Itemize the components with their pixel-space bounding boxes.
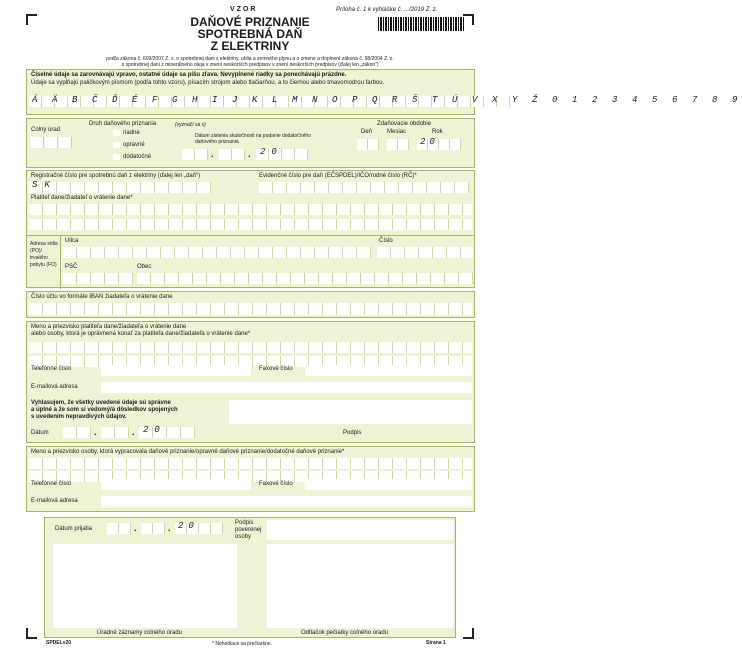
preparer-fax-label: Faxové číslo xyxy=(259,481,293,487)
receipt-date-day[interactable] xyxy=(107,523,131,534)
address-label: Adresa sídla (PO)/ trvalého pobytu (FO) xyxy=(30,241,58,268)
fax-input[interactable] xyxy=(305,365,472,376)
date-separator: . xyxy=(132,427,135,437)
phone-label: Telefónne číslo xyxy=(31,366,72,372)
email-label: E-mailová adresa xyxy=(31,384,78,390)
customs-office-input-1[interactable] xyxy=(31,137,44,148)
zip-label: PSČ xyxy=(65,264,78,270)
payer-name-input-2[interactable] xyxy=(29,219,472,230)
stamp-label: Odtlačok pečiatky colného úradu xyxy=(301,630,389,636)
signature-label: Podpis xyxy=(343,430,362,436)
payer-section xyxy=(26,170,475,288)
preparer-phone-input[interactable] xyxy=(101,479,251,490)
title-line-1: DAŇOVÉ PRIZNANIE xyxy=(190,15,310,29)
customs-office-label: Colný úrad xyxy=(31,127,61,133)
iban-section xyxy=(26,291,475,318)
footnote: * Nehodiace sa prečiarkne. xyxy=(212,641,273,647)
divider xyxy=(27,235,474,236)
person-name-label-1: Meno a priezvisko platiteľa dane/žiadateľa o vrátenie dane xyxy=(31,324,187,330)
title-line-2: SPOTREBNÁ DAŇ xyxy=(197,27,303,41)
sample-handwriting: Á Ä B Č Ď É F G H I J K L M N O P Q R Š T Ú V X Y Ž 0 1 2 3 4 5 6 7 8 9 xyxy=(32,95,742,105)
registration-number-label: Registračné číslo pre spotrebnú daň z elektriny (ďalej len „daň“) xyxy=(31,173,201,179)
stamp-area[interactable] xyxy=(267,544,453,628)
declaration-date-month[interactable] xyxy=(101,427,129,438)
regular-checkbox[interactable] xyxy=(113,130,120,136)
period-month-input[interactable] xyxy=(387,139,409,150)
instructions-line-1: Číselné údaje sa zarovnávajú vpravo, ostatné údaje sa píšu zľava. Nevyplnené riadky sa ponechávajú prázdne. xyxy=(31,72,347,78)
zip-input[interactable] xyxy=(63,273,133,284)
date-separator: . xyxy=(134,523,137,533)
street-label: Ulica xyxy=(65,238,79,244)
corner-mark-top-right xyxy=(463,14,474,25)
number-label: Číslo xyxy=(379,238,393,244)
discovery-year-prefix: 20 xyxy=(260,147,283,157)
preparer-email-input[interactable] xyxy=(101,496,472,507)
return-type-label: Druh daňového priznania xyxy=(89,121,157,127)
receipt-date-label: Dátum prijatia xyxy=(55,526,93,532)
declaration-date-day[interactable] xyxy=(63,427,91,438)
annex-label: Príloha č. 1 k vyhláške č. .../2019 Z. z. xyxy=(336,7,438,13)
corrective-checkbox[interactable] xyxy=(113,142,120,148)
preparer-name-label: Meno a priezvisko osoby, ktorá vypracovala daňové priznanie/opravné daňové priznanie/dodatočné daňové priznanie* xyxy=(31,449,345,455)
customs-office-input-3[interactable] xyxy=(59,137,72,148)
city-label: Obec xyxy=(137,264,152,270)
regular-label: riadne xyxy=(123,130,140,136)
person-name-input-1[interactable] xyxy=(29,342,472,353)
street-number-input[interactable] xyxy=(377,247,473,258)
city-input[interactable] xyxy=(137,273,473,284)
year-label: Rok xyxy=(432,129,443,135)
month-label: Mesiac xyxy=(387,129,407,135)
date-separator: . xyxy=(211,149,214,159)
customs-office-input-2[interactable] xyxy=(45,137,58,148)
customs-office-records-section xyxy=(44,517,456,638)
authorized-signature-label-2: poverenej xyxy=(235,527,262,533)
preparer-phone-label: Telefónne číslo xyxy=(31,481,72,487)
payer-name-input-1[interactable] xyxy=(29,204,472,215)
instructions-section xyxy=(26,69,742,115)
phone-input[interactable] xyxy=(101,365,251,376)
supplementary-label: dodatočné xyxy=(123,154,152,160)
signature-area[interactable] xyxy=(229,400,472,424)
evidence-number-label: Evidenčné číslo pre daň (EČSPDEL)/IČO/rodné číslo (RČ)* xyxy=(259,173,417,179)
official-records-label: Úradné záznamy colného úradu xyxy=(97,630,183,636)
date-separator: . xyxy=(94,427,97,437)
payer-label: Platiteľ dane/žiadateľ o vrátenie dane* xyxy=(31,195,133,201)
instructions-line-2: Údaje sa vypĺňajú paličkovým písmom (podľa tohto vzoru), písacím strojom alebo tlačiarňou, a to čiernou alebo tmavomodrou farbou. xyxy=(31,80,385,86)
person-name-label-2: alebo osoby, ktorá je oprávnená konať za platiteľa dane/žiadateľa o vrátenie dane* xyxy=(31,331,251,337)
iban-input[interactable] xyxy=(29,303,472,315)
corrective-label: opravné xyxy=(123,142,145,148)
official-records-area[interactable] xyxy=(53,544,237,628)
divider xyxy=(60,235,61,289)
preparer-section xyxy=(26,446,475,512)
email-input[interactable] xyxy=(101,382,472,393)
title-line-3: Z ELEKTRINY xyxy=(210,39,290,53)
iban-label: Číslo účtu vo formáte IBAN žiadateľa o vrátenie dane xyxy=(31,294,173,300)
authorized-signature-area[interactable] xyxy=(267,520,453,540)
date-separator: . xyxy=(168,523,171,533)
barcode xyxy=(378,17,464,31)
corner-mark-bottom-left xyxy=(26,628,37,639)
preparer-email-label: E-mailová adresa xyxy=(31,498,78,504)
period-year-prefix: 20 xyxy=(420,137,439,147)
day-label: Deň xyxy=(361,129,373,135)
date-label: Dátum xyxy=(31,430,49,436)
declaration-line-1: Vyhlasujem, že všetky uvedené údaje sú správne xyxy=(31,400,171,406)
authorized-signature-label-1: Podpis xyxy=(235,520,254,526)
preparer-fax-input[interactable] xyxy=(305,479,472,490)
street-input[interactable] xyxy=(63,247,371,258)
tax-period-label: Zdaňovacie obdobie xyxy=(377,121,432,127)
form-code: SPDELv20 xyxy=(46,640,72,646)
law-reference-1: podľa zákona č. 609/2007 Z. z. o spotrebnej dani z elektriny, uhlia a zemného plynu a o zmene a doplnení zákona č. 98/2004 Z. z. xyxy=(106,56,394,62)
supplementary-checkbox[interactable] xyxy=(113,154,120,160)
discovery-date-label: Dátum zistenia skutočnosti na podanie dodatočného daňového priznania xyxy=(195,133,311,145)
period-day-input[interactable] xyxy=(357,139,379,150)
vzor-label: VZOR xyxy=(230,6,258,13)
country-code-value: SK xyxy=(32,180,57,190)
receipt-date-month[interactable] xyxy=(141,523,165,534)
preparer-name-input-1[interactable] xyxy=(29,458,472,469)
discovery-date-month[interactable] xyxy=(219,149,245,160)
authorized-person-section xyxy=(26,321,475,443)
law-reference-2: o spotrebnej dani z minerálneho oleja v znení neskorších predpisov v znení neskorších predpisov (ďalej len „zákon“) xyxy=(121,62,379,68)
fax-label: Faxové číslo xyxy=(259,366,293,372)
declaration-line-2: a úplné a že som si vedomý/á dôsledkov spojených xyxy=(31,407,178,413)
declaration-year-prefix: 20 xyxy=(143,425,166,435)
corner-mark-top-left xyxy=(26,14,37,25)
form-title xyxy=(150,16,350,52)
page-number: Strana 1 xyxy=(426,640,446,646)
receipt-year-prefix: 20 xyxy=(178,521,199,531)
declaration-line-3: s uvedením nepravdivých údajov. xyxy=(31,414,127,420)
corner-mark-bottom-right xyxy=(463,628,474,639)
discovery-date-day[interactable] xyxy=(182,149,208,160)
return-type-section xyxy=(26,118,475,168)
return-type-note: (vyznačí sa x) xyxy=(175,122,206,128)
authorized-signature-label-3: osoby xyxy=(235,534,252,540)
evidence-number-input[interactable] xyxy=(259,182,469,193)
date-separator: . xyxy=(248,149,251,159)
